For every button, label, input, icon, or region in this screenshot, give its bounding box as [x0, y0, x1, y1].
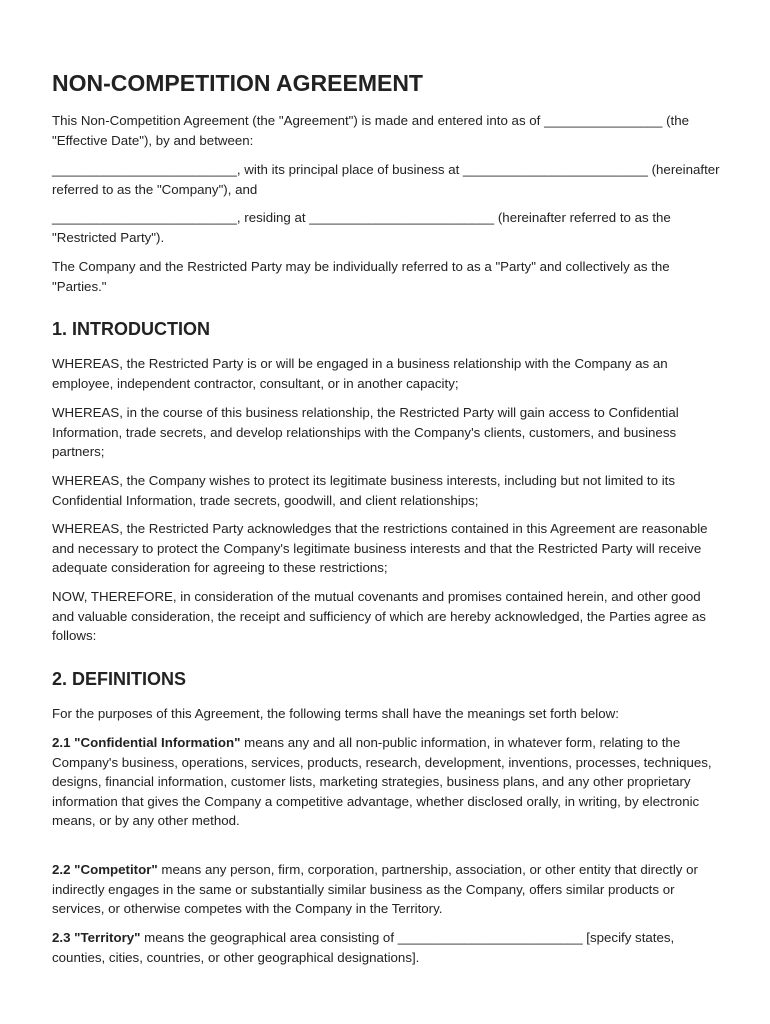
intro-paragraph: NOW, THEREFORE, in consideration of the mutual covenants and promises contained herein, and other good and valuable consideration, the receipt and sufficiency of which are hereby acknowledged, the Parties agree as follows:	[52, 589, 706, 643]
definition-text: means the geographical area consisting of _________________________ [specify states, counties, cities, countries, or other geographical designations].	[52, 930, 675, 965]
definition-text: means any and all non-public information, in whatever form, relating to the Company's business, operations, services, products, research, development, inventions, processes, techniques, designs, financial information, customer lists, marketing strategies, business plans, and any other proprietary information that gives the Company a competitive advantage, whether disclosed orally, in writing, by electronic means, or by any other method.	[52, 735, 712, 828]
definition-competitor	[52, 860, 724, 919]
intro-paragraph: WHEREAS, the Company wishes to protect its legitimate business interests, including but not limited to its Confidential Information, trade secrets, goodwill, and client relationships;	[52, 473, 676, 508]
definition-text: means any person, firm, corporation, partnership, association, or other entity that directly or indirectly engages in the same or substantially similar business as the Company, offers similar products or services, or otherwise competes with the Company in the Territory.	[52, 862, 698, 916]
intro-paragraph: WHEREAS, the Restricted Party is or will be engaged in a business relationship with the Company as an employee, independent contractor, consultant, or in another capacity;	[52, 356, 668, 391]
definition-term: 2.3 "Territory"	[52, 930, 141, 945]
definition-confidential-information	[52, 733, 724, 831]
definition-territory	[52, 928, 724, 967]
preamble-company: _________________________, with its principal place of business at _________________________ (hereinafter referred to as the "Company"), and	[52, 162, 720, 197]
preamble-parties: The Company and the Restricted Party may be individually referred to as a "Party" and collectively as the "Parties."	[52, 259, 670, 294]
document-title: NON-COMPETITION AGREEMENT	[52, 70, 423, 96]
section-heading-introduction: 1. INTRODUCTION	[52, 319, 211, 339]
definitions-intro: For the purposes of this Agreement, the following terms shall have the meanings set forth below:	[52, 706, 619, 721]
preamble-restricted-party: _________________________, residing at _________________________ (hereinafter referred to as the "Restricted Party").	[52, 210, 671, 245]
intro-paragraph: WHEREAS, in the course of this business relationship, the Restricted Party will gain access to Confidential Information, trade secrets, and develop relationships with the Company's clients, customers, and business partners;	[52, 405, 679, 459]
intro-paragraph: WHEREAS, the Restricted Party acknowledges that the restrictions contained in this Agreement are reasonable and necessary to protect the Company's legitimate business interests and that the Restricted Party will receive adequate consideration for agreeing to these restrictions;	[52, 521, 708, 575]
definition-term: 2.1 "Confidential Information"	[52, 735, 241, 750]
section-heading-definitions: 2. DEFINITIONS	[52, 669, 187, 689]
preamble-intro: This Non-Competition Agreement (the "Agreement") is made and entered into as of ________________ (the "Effective Date"), by and between:	[52, 113, 690, 148]
definition-term: 2.2 "Competitor"	[52, 862, 158, 877]
